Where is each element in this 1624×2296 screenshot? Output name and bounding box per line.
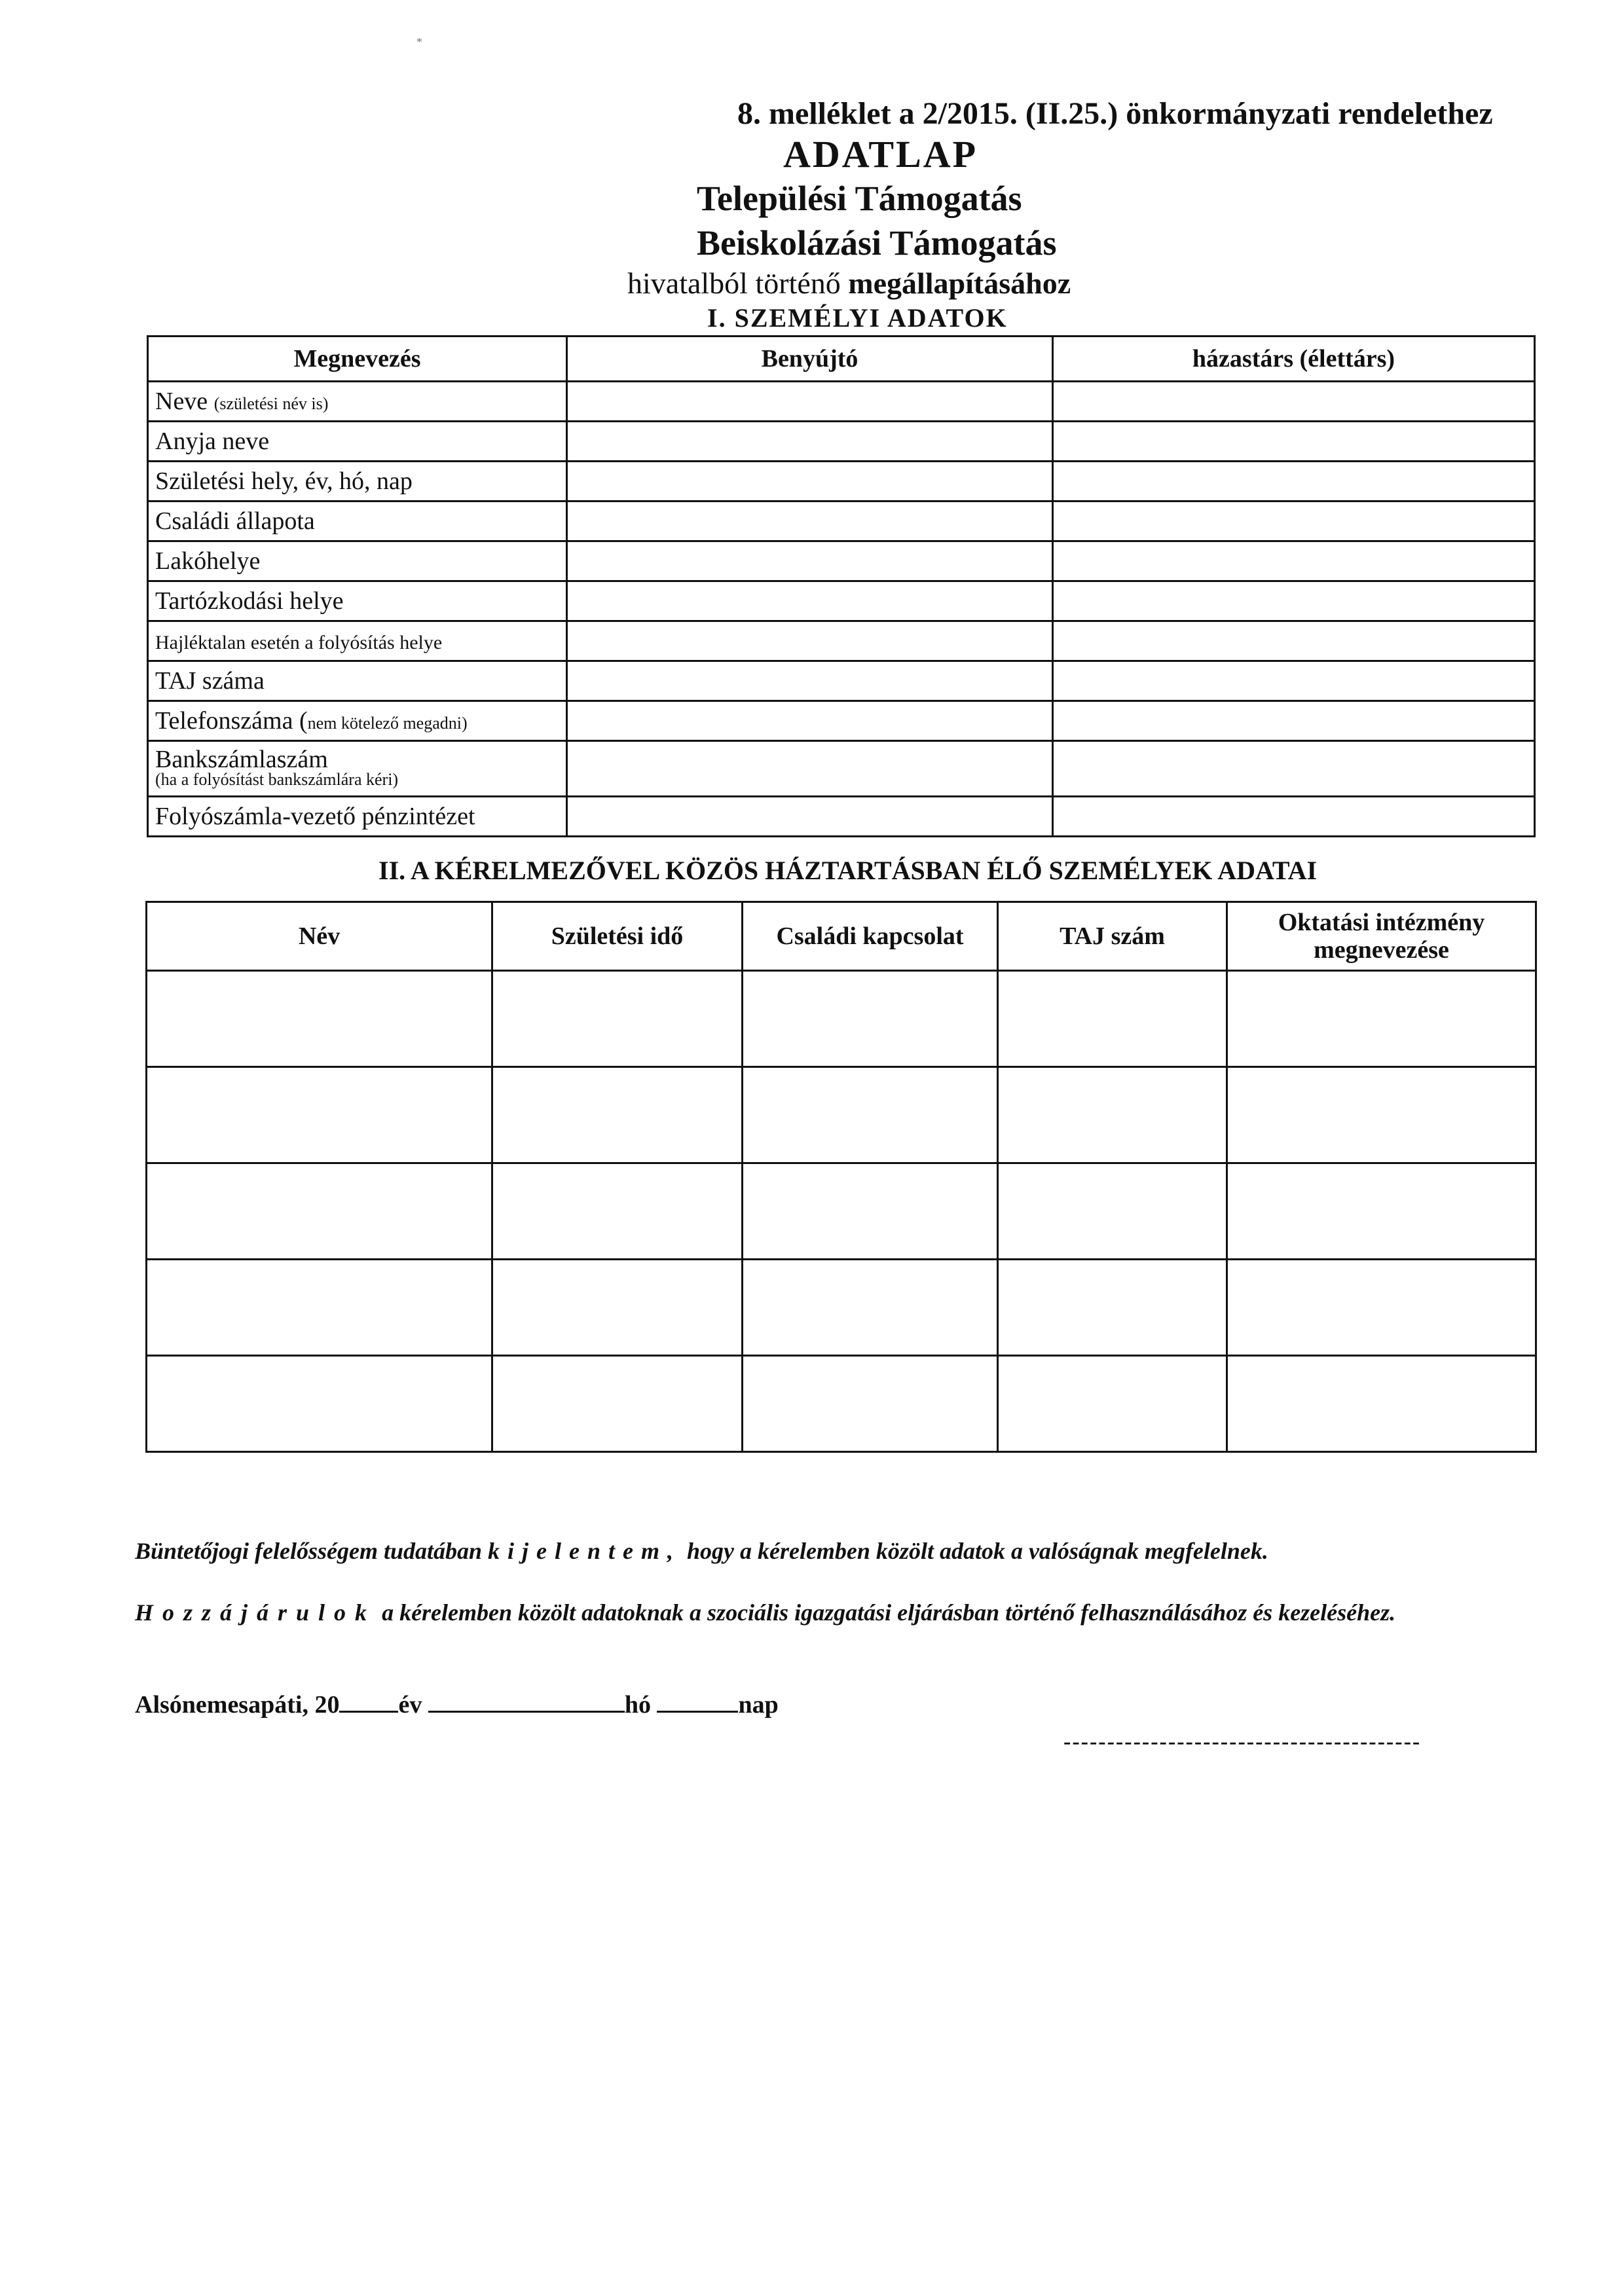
personal-data-table [147,335,1536,837]
declaration-1-start: Büntetőjogi felelősségem tudatában [135,1538,483,1564]
applicant-field[interactable] [567,462,1053,501]
form-subtitle-3 [627,266,1071,301]
annex-reference: 8. melléklet a 2/2015. (II.25.) önkormányzati rendelethez [737,96,1493,131]
column-header-birth-date: Születési idő [492,902,743,971]
household-members-table [145,901,1537,1453]
relationship-cell[interactable] [743,1260,998,1356]
year-blank[interactable] [339,1691,398,1713]
spouse-field[interactable] [1053,501,1535,541]
household-row [147,1067,1536,1163]
taj-cell[interactable] [998,1260,1227,1356]
date-place: Alsónemesapáti, 20 [135,1691,340,1719]
spouse-field[interactable] [1053,741,1535,797]
declaration-truthfulness [135,1537,1530,1565]
month-blank[interactable] [428,1691,625,1713]
household-row [147,971,1536,1067]
applicant-field[interactable] [567,541,1053,581]
row-marital-status [148,501,1535,541]
month-word: hó [624,1691,651,1719]
applicant-field[interactable] [567,741,1053,797]
row-label: Lakóhelye [148,541,567,581]
spouse-field[interactable] [1053,422,1535,462]
household-row [147,1356,1536,1452]
school-cell[interactable] [1227,971,1536,1067]
household-table-header [147,902,1536,971]
row-label [148,741,567,797]
subtitle-3-plain: hivatalból történő [627,266,841,300]
name-cell[interactable] [147,1163,492,1260]
applicant-field[interactable] [567,621,1053,661]
spouse-field[interactable] [1053,661,1535,701]
row-phone [148,701,1535,741]
row-stay-address [148,581,1535,621]
row-label [148,382,567,422]
spouse-field[interactable] [1053,541,1535,581]
household-row [147,1163,1536,1260]
name-cell[interactable] [147,1067,492,1163]
applicant-field[interactable] [567,797,1053,837]
label-text: Telefonszáma ( [155,707,308,735]
school-cell[interactable] [1227,1163,1536,1260]
row-name [148,382,1535,422]
school-cell[interactable] [1227,1067,1536,1163]
declaration-2-text: a kérelemben közölt adatoknak a szociális igazgatási eljárásban történő felhasználásához és kezeléséhez. [382,1599,1396,1626]
column-header-taj: TAJ szám [998,902,1227,971]
row-bank-institution [148,797,1535,837]
spouse-field[interactable] [1053,462,1535,501]
taj-cell[interactable] [998,1356,1227,1452]
applicant-field[interactable] [567,661,1053,701]
declaration-1-keyword: kijelentem, [488,1538,681,1564]
row-residence [148,541,1535,581]
birth-date-cell[interactable] [492,1163,743,1260]
taj-cell[interactable] [998,971,1227,1067]
subtitle-3-bold: megállapításához [848,266,1071,300]
scan-speck: * [416,35,422,48]
relationship-cell[interactable] [743,1163,998,1260]
applicant-field[interactable] [567,382,1053,422]
row-birth [148,462,1535,501]
birth-date-cell[interactable] [492,1260,743,1356]
column-header-relationship: Családi kapcsolat [743,902,998,971]
row-label [148,701,567,741]
row-label [148,621,567,661]
year-word: év [398,1691,422,1719]
school-cell[interactable] [1227,1356,1536,1452]
declaration-1-end: hogy a kérelemben közölt adatok a valóságnak megfelelnek. [686,1538,1268,1564]
label-note: nem kötelező megadni) [307,714,468,733]
label-text: Neve [155,388,208,415]
relationship-cell[interactable] [743,971,998,1067]
relationship-cell[interactable] [743,1067,998,1163]
declaration-consent [135,1597,1530,1628]
name-cell[interactable] [147,1356,492,1452]
column-header-designation: Megnevezés [148,337,567,382]
signature-line[interactable]: ----------------------------------------- [1063,1730,1422,1754]
birth-date-cell[interactable] [492,1067,743,1163]
date-line [135,1690,779,1719]
declaration-2-keyword: Hozzájárulok [135,1599,377,1626]
taj-cell[interactable] [998,1067,1227,1163]
spouse-field[interactable] [1053,621,1535,661]
row-mother-name [148,422,1535,462]
name-cell[interactable] [147,971,492,1067]
form-title: ADATLAP [783,133,978,175]
row-bank-account [148,741,1535,797]
row-homeless-payment-place [148,621,1535,661]
day-blank[interactable] [657,1691,738,1713]
column-header-name: Név [147,902,492,971]
taj-cell[interactable] [998,1163,1227,1260]
household-row [147,1260,1536,1356]
row-label: Születési hely, év, hó, nap [148,462,567,501]
personal-table-header [148,337,1535,382]
label-note: (ha a folyósítást bankszámlára kéri) [155,770,399,789]
row-label: Folyószámla-vezető pénzintézet [148,797,567,837]
spouse-field[interactable] [1053,701,1535,741]
applicant-field[interactable] [567,581,1053,621]
spouse-field[interactable] [1053,797,1535,837]
section-1-heading: I. SZEMÉLYI ADATOK [707,303,1008,333]
label-text: Hajléktalan esetén a folyósítás helye [155,632,443,653]
section-2-heading: II. A KÉRELMEZŐVEL KÖZÖS HÁZTARTÁSBAN ÉLŐ SZEMÉLYEK ADATAI [378,856,1318,885]
day-word: nap [738,1691,779,1719]
row-label: Tartózkodási helye [148,581,567,621]
applicant-field[interactable] [567,501,1053,541]
row-label: Családi állapota [148,501,567,541]
row-label: TAJ száma [148,661,567,701]
label-note: (születési név is) [213,394,329,413]
applicant-field[interactable] [567,701,1053,741]
form-subtitle-2: Beiskolázási Támogatás [697,223,1057,263]
row-label: Anyja neve [148,422,567,462]
row-taj-number [148,661,1535,701]
column-header-spouse: házastárs (élettárs) [1053,337,1535,382]
birth-date-cell[interactable] [492,971,743,1067]
label-text: Bankszámlaszám [155,746,328,773]
applicant-field[interactable] [567,422,1053,462]
spouse-field[interactable] [1053,581,1535,621]
relationship-cell[interactable] [743,1356,998,1452]
column-header-school: Oktatási intézmény megnevezése [1227,902,1536,971]
school-cell[interactable] [1227,1260,1536,1356]
column-header-applicant: Benyújtó [567,337,1053,382]
form-subtitle-1: Települési Támogatás [697,179,1022,218]
name-cell[interactable] [147,1260,492,1356]
spouse-field[interactable] [1053,382,1535,422]
birth-date-cell[interactable] [492,1356,743,1452]
